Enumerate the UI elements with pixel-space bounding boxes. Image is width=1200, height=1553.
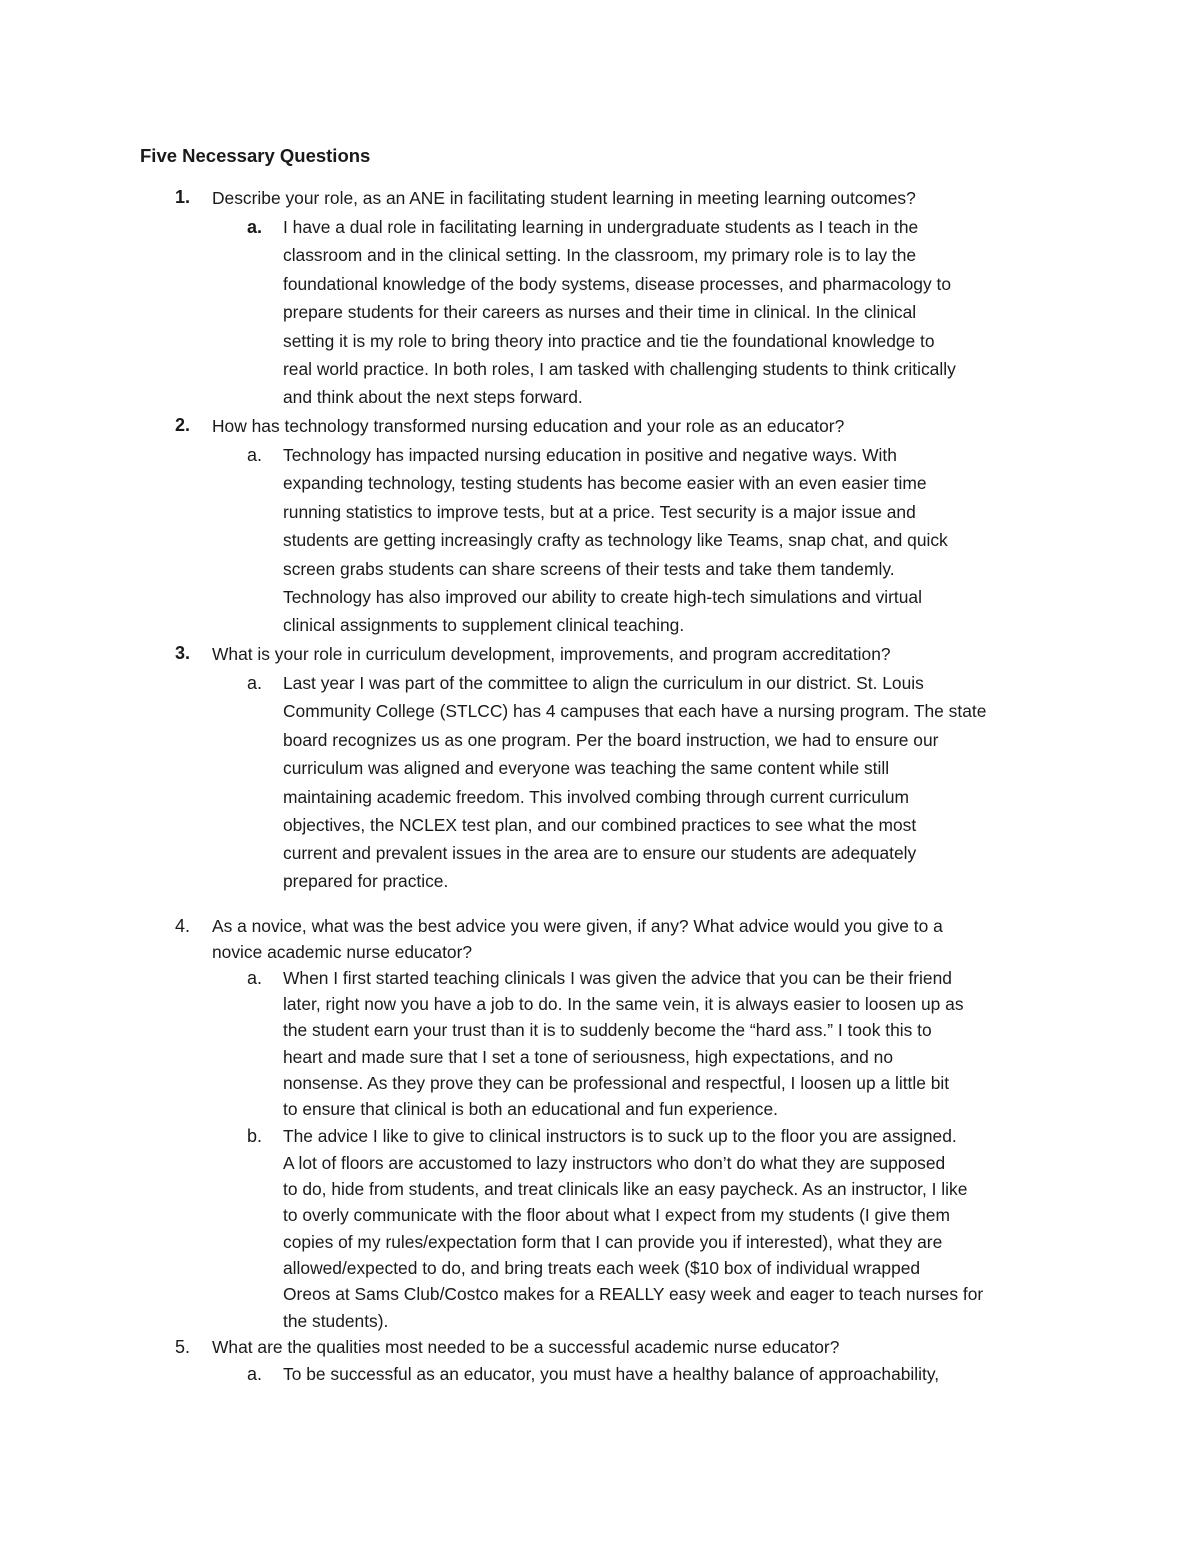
question-5-text: What are the qualities most needed to be a successful academic nurse educator? — [212, 1337, 840, 1357]
answer-4b-line: allowed/expected to do, and bring treats each week ($10 box of individual wrapped — [283, 1258, 921, 1278]
answer-2a-line: screen grabs students can share screens of their tests and take them tandemly. — [283, 559, 895, 579]
question-1-number: 1. — [175, 187, 191, 207]
document-title: Five Necessary Questions — [140, 145, 371, 166]
answer-4b-line: to overly communicate with the floor about what I expect from my students (I give them — [283, 1205, 950, 1225]
answer-3a-line: objectives, the NCLEX test plan, and our combined practices to see what the most — [283, 815, 917, 835]
answer-1a-line: setting it is my role to bring theory into practice and tie the foundational knowledge to — [283, 331, 935, 351]
answer-4b-line: A lot of floors are accustomed to lazy instructors who don’t do what they are supposed — [283, 1153, 946, 1173]
question-5-number: 5. — [175, 1337, 191, 1357]
answer-2a-line: expanding technology, testing students has become easier with an even easier time — [283, 473, 927, 493]
answer-1a-line: real world practice. In both roles, I am tasked with challenging students to think critically — [283, 359, 956, 379]
answer-3a-line: board recognizes us as one program. Per the board instruction, we had to ensure our — [283, 730, 939, 750]
answer-2a-line: Technology has also improved our ability to create high-tech simulations and virtual — [283, 587, 922, 607]
answer-1a-line: and think about the next steps forward. — [283, 387, 583, 407]
answer-1a-line: I have a dual role in facilitating learning in undergraduate students as I teach in the — [283, 217, 919, 237]
answer-3a-letter: a. — [247, 673, 263, 693]
answer-2a-line: students are getting increasingly crafty as technology like Teams, snap chat, and quick — [283, 530, 948, 550]
answer-4a-line: When I first started teaching clinicals I was given the advice that you can be their friend — [283, 968, 952, 988]
answer-4b-line: Oreos at Sams Club/Costco makes for a REALLY easy week and eager to teach nurses for — [283, 1284, 984, 1304]
question-2-number: 2. — [175, 415, 191, 435]
answer-3a-line: maintaining academic freedom. This involved combing through current curriculum — [283, 787, 910, 807]
answer-4a-line: the student earn your trust than it is to suddenly become the “hard ass.” I took this to — [283, 1020, 932, 1040]
answer-1a-line: prepare students for their careers as nurses and their time in clinical. In the clinical — [283, 302, 917, 322]
answer-4b-line: The advice I like to give to clinical instructors is to suck up to the floor you are assigned. — [283, 1126, 957, 1146]
answer-3a-line: Community College (STLCC) has 4 campuses that each have a nursing program. The state — [283, 701, 987, 721]
answer-3a-line: Last year I was part of the committee to align the curriculum in our district. St. Louis — [283, 673, 924, 693]
answer-4a-line: heart and made sure that I set a tone of seriousness, high expectations, and no — [283, 1047, 894, 1067]
question-4-text: As a novice, what was the best advice you were given, if any? What advice would you give to a — [212, 916, 943, 936]
answer-2a-line: clinical assignments to supplement clinical teaching. — [283, 615, 685, 635]
answer-4a-line: to ensure that clinical is both an educational and fun experience. — [283, 1099, 778, 1119]
question-3-text: What is your role in curriculum development, improvements, and program accreditation? — [212, 644, 891, 664]
answer-4a-line: later, right now you have a job to do. In the same vein, it is always easier to loosen up as — [283, 994, 964, 1014]
answer-3a-line: prepared for practice. — [283, 871, 449, 891]
answer-5a-line: To be successful as an educator, you must have a healthy balance of approachability, — [283, 1364, 940, 1384]
answer-4b-line: to do, hide from students, and treat clinicals like an easy paycheck. As an instructor, I like — [283, 1179, 968, 1199]
answer-4b-line: copies of my rules/expectation form that I can provide you if interested), what they are — [283, 1232, 943, 1252]
question-1-text: Describe your role, as an ANE in facilitating student learning in meeting learning outcomes? — [212, 188, 916, 208]
answer-2a-line: Technology has impacted nursing education in positive and negative ways. With — [283, 445, 897, 465]
answer-3a-line: current and prevalent issues in the area are to ensure our students are adequately — [283, 843, 917, 863]
answer-2a-letter: a. — [247, 445, 263, 465]
answer-4b-letter: b. — [247, 1126, 263, 1146]
answer-5a-letter: a. — [247, 1364, 263, 1384]
answer-2a-line: running statistics to improve tests, but at a price. Test security is a major issue and — [283, 502, 916, 522]
question-4-text: novice academic nurse educator? — [212, 942, 473, 962]
question-3-number: 3. — [175, 643, 191, 663]
answer-1a-letter: a. — [247, 217, 263, 237]
answer-1a-line: foundational knowledge of the body systems, disease processes, and pharmacology to — [283, 274, 952, 294]
answer-3a-line: curriculum was aligned and everyone was teaching the same content while still — [283, 758, 890, 778]
answer-4a-line: nonsense. As they prove they can be professional and respectful, I loosen up a little bit — [283, 1073, 950, 1093]
answer-1a-line: classroom and in the clinical setting. In the classroom, my primary role is to lay the — [283, 245, 917, 265]
question-4-number: 4. — [175, 916, 191, 936]
answer-4a-letter: a. — [247, 968, 263, 988]
question-2-text: How has technology transformed nursing education and your role as an educator? — [212, 416, 845, 436]
answer-4b-line: the students). — [283, 1311, 389, 1331]
